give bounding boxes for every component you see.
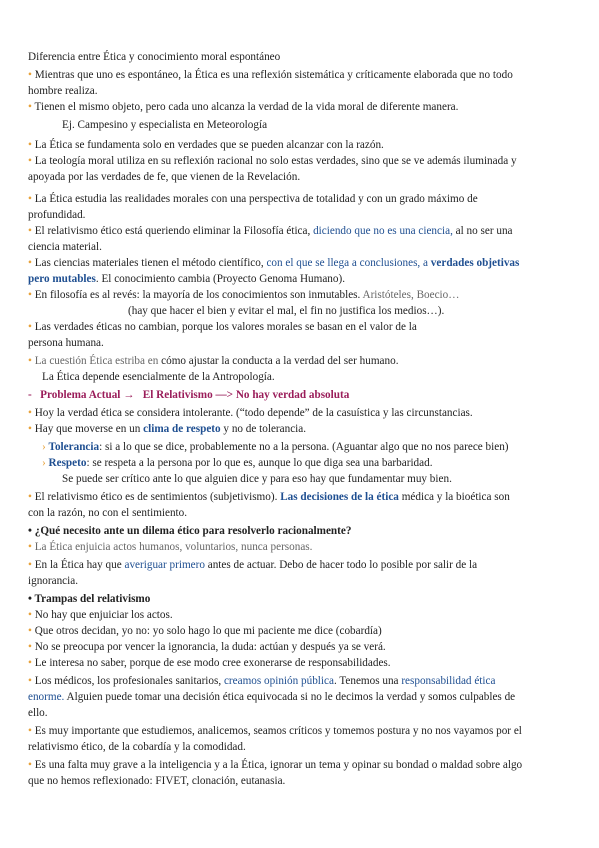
document-title: Diferencia entre Ética y conocimiento moral espontáneo xyxy=(28,51,281,63)
bullet-icon: • xyxy=(28,321,32,333)
chevron-right-icon: › xyxy=(42,441,46,453)
chevron-right-icon: › xyxy=(42,457,46,469)
list-item: • La Ética se fundamenta solo en verdades que se pueden alcanzar con la razón. xyxy=(28,139,384,151)
bullet-icon: • xyxy=(28,193,32,205)
bullet-icon: • xyxy=(28,355,32,367)
list-item: • La Ética enjuicia actos humanos, voluntarios, nunca personas. xyxy=(28,541,313,553)
list-item: • Es muy importante que estudiemos, analicemos, seamos críticos y tomemos postura y no nos vayamos por el xyxy=(28,725,522,737)
list-item: • El relativismo ético es de sentimientos (subjetivismo). Las decisiones de la ética médica y la bioética son xyxy=(28,491,510,503)
list-item-continuation: pero mutables. El conocimiento cambia (Proyecto Genoma Humano). xyxy=(28,273,346,285)
list-item-continuation: hombre realiza. xyxy=(28,85,98,97)
list-item: • La teología moral utiliza en su reflexión racional no solo estas verdades, sino que se ve además iluminada y xyxy=(28,155,517,167)
bullet-icon: • xyxy=(28,491,32,503)
sub-list-item: › Respeto: se respeta a la persona por lo que es, aunque lo que diga sea una barbaridad. xyxy=(42,457,433,469)
bullet-icon: • xyxy=(28,593,32,605)
list-item-continuation: apoyada por las verdades de fe, que vienen de la Revelación. xyxy=(28,171,301,183)
bullet-icon: • xyxy=(28,609,32,621)
list-item-continuation: ello. xyxy=(28,707,48,719)
list-item: • En filosofía es al revés: la mayoría de los conocimientos son inmutables. Aristóteles, Boecio… xyxy=(28,289,460,301)
list-item: • Hay que moverse en un clima de respeto y no de tolerancia. xyxy=(28,423,307,435)
list-item: • Hoy la verdad ética se considera intolerante. (“todo depende” de la casuística y las circunstancias. xyxy=(28,407,473,419)
bullet-icon: • xyxy=(28,657,32,669)
list-item-continuation: con la razón, no con el sentimiento. xyxy=(28,507,188,519)
bullet-icon: • xyxy=(28,759,32,771)
bullet-icon: • xyxy=(28,641,32,653)
list-item: • En la Ética hay que averiguar primero antes de actuar. Debo de hacer todo lo posible por salir de la xyxy=(28,559,478,571)
list-item-continuation: enorme. Alguien puede tomar una decisión ética equivocada si no le decimos la verdad y somos culpables de xyxy=(28,691,516,703)
bullet-icon: • xyxy=(28,101,32,113)
bullet-icon: • xyxy=(28,423,32,435)
list-item: • No se preocupa por vencer la ignorancia, la duda: actúan y después ya se verá. xyxy=(28,641,386,653)
bullet-icon: • xyxy=(28,155,32,167)
section-heading: - Problema Actual → El Relativismo —> No hay verdad absoluta xyxy=(28,389,350,401)
list-item-continuation: profundidad. xyxy=(28,209,86,221)
example-line: Ej. Campesino y especialista en Meteorología xyxy=(62,119,268,131)
list-item-continuation: La Ética depende esencialmente de la Antropología. xyxy=(42,371,275,383)
bullet-icon: • xyxy=(28,225,32,237)
list-item-continuation: persona humana. xyxy=(28,337,104,349)
list-item-continuation: ciencia material. xyxy=(28,241,102,253)
list-item: • Tienen el mismo objeto, pero cada uno alcanza la verdad de la vida moral de diferente manera. xyxy=(28,101,459,113)
dash-icon: - xyxy=(28,389,32,401)
list-item-continuation: (hay que hacer el bien y evitar el mal, el fin no justifica los medios…). xyxy=(128,305,445,317)
section-heading: • Trampas del relativismo xyxy=(28,593,151,605)
bullet-icon: • xyxy=(28,289,32,301)
list-item: • Las ciencias materiales tienen el método científico, con el que se llega a conclusiones, a verdades objetivas xyxy=(28,257,520,269)
bullet-icon: • xyxy=(28,675,32,687)
sub-list-item-continuation: Se puede ser crítico ante lo que alguien dice y para eso hay que fundamentar muy bien. xyxy=(62,473,452,485)
list-item: • La Ética estudia las realidades morales con una perspectiva de totalidad y con un grado máximo de xyxy=(28,193,478,205)
list-item: • Que otros decidan, yo no: yo solo hago lo que mi paciente me dice (cobardía) xyxy=(28,625,382,637)
bullet-icon: • xyxy=(28,525,32,537)
sub-list-item: › Tolerancia: si a lo que se dice, probablemente no a la persona. (Aguantar algo que no nos parece bien) xyxy=(42,441,509,453)
bullet-icon: • xyxy=(28,407,32,419)
list-item: • Los médicos, los profesionales sanitarios, creamos opinión pública. Tenemos una responsabilidad ética xyxy=(28,675,496,687)
list-item: • Mientras que uno es espontáneo, la Ética es una reflexión sistemática y críticamente elaborada que no todo xyxy=(28,69,513,81)
list-item: • Le interesa no saber, porque de ese modo cree exonerarse de responsabilidades. xyxy=(28,657,391,669)
bullet-icon: • xyxy=(28,725,32,737)
list-item: • Es una falta muy grave a la inteligencia y a la Ética, ignorar un tema y opinar su bondad o maldad sobre algo xyxy=(28,759,523,771)
bullet-icon: • xyxy=(28,69,32,81)
bullet-icon: • xyxy=(28,559,32,571)
section-heading: • ¿Qué necesito ante un dilema ético para resolverlo racionalmente? xyxy=(28,525,352,537)
list-item: • No hay que enjuiciar los actos. xyxy=(28,609,173,621)
bullet-icon: • xyxy=(28,257,32,269)
bullet-icon: • xyxy=(28,139,32,151)
list-item: • Las verdades éticas no cambian, porque los valores morales se basan en el valor de la xyxy=(28,321,417,333)
list-item: • La cuestión Ética estriba en cómo ajustar la conducta a la verdad del ser humano. xyxy=(28,355,399,367)
bullet-icon: • xyxy=(28,625,32,637)
list-item: • El relativismo ético está queriendo eliminar la Filosofía ética, diciendo que no es una ciencia, al no ser una xyxy=(28,225,513,237)
bullet-icon: • xyxy=(28,541,32,553)
list-item-continuation: relativismo ético, de la cobardía y la comodidad. xyxy=(28,741,246,753)
list-item-continuation: ignorancia. xyxy=(28,575,79,587)
list-item-continuation: que no hemos reflexionado: FIVET, clonación, eutanasia. xyxy=(28,775,286,787)
